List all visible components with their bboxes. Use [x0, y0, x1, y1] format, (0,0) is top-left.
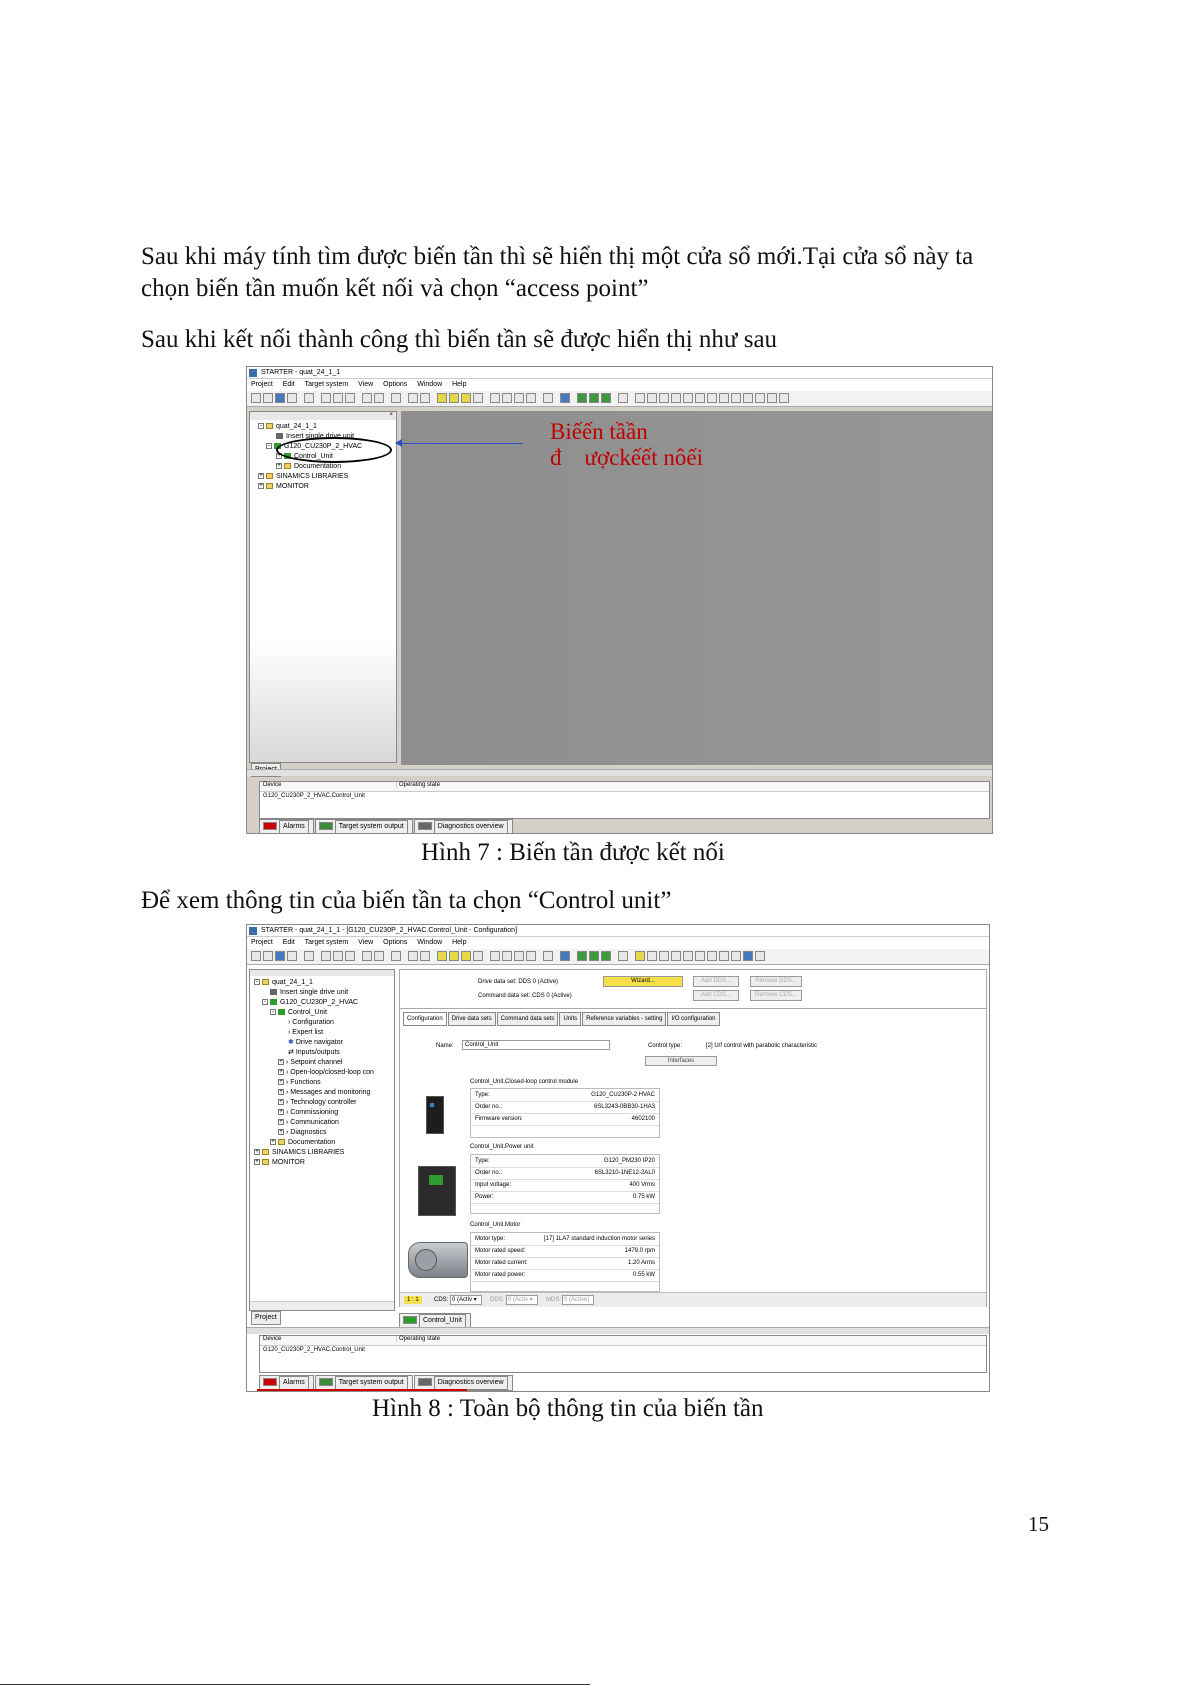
column-device: Device: [263, 782, 282, 788]
tab-target-system-output[interactable]: Target system output: [315, 1375, 413, 1391]
menu-target-system[interactable]: Target system: [304, 381, 349, 388]
starter-screenshot-2: [246, 924, 990, 1392]
toolbar: [247, 391, 992, 407]
chart-icon[interactable]: [707, 951, 717, 961]
menu-help[interactable]: Help: [452, 381, 467, 388]
menu-view[interactable]: View: [358, 939, 374, 946]
align-left-icon[interactable]: [635, 393, 645, 403]
tab-units[interactable]: Units: [559, 1012, 581, 1026]
app-icon: [249, 369, 257, 377]
tab-configuration[interactable]: Configuration: [403, 1012, 447, 1026]
horizontal-scrollbar[interactable]: [250, 1301, 394, 1310]
tab-control-unit[interactable]: Control_Unit: [399, 1313, 471, 1329]
dds-label: DDS:: [490, 1297, 505, 1303]
paragraph-line: chọn biến tần muốn kết nối và chọn “access point”: [141, 275, 649, 302]
add-cds-button[interactable]: Add CDS...: [693, 990, 739, 1001]
settings-icon[interactable]: [647, 951, 657, 961]
config-icon[interactable]: [526, 951, 536, 961]
step-icon[interactable]: [683, 393, 693, 403]
delete-icon[interactable]: [408, 951, 418, 961]
zoom-indicator: 1 : 1: [404, 1296, 422, 1304]
tab-drive-data-sets[interactable]: Drive data sets: [448, 1012, 496, 1026]
record-icon[interactable]: [779, 393, 789, 403]
annotation-label: Biếến tầần đ ượckếết nôếi: [550, 419, 703, 470]
connect-icon[interactable]: [437, 393, 447, 403]
copy-ram-icon[interactable]: [420, 393, 430, 403]
undo-icon[interactable]: [362, 393, 372, 403]
view-1-icon[interactable]: [577, 393, 587, 403]
table-row: Type: G120_CU230P-2 HVAC: [471, 1089, 659, 1102]
menu-project[interactable]: Project: [251, 381, 273, 388]
grid-icon[interactable]: [743, 393, 753, 403]
tab-diagnostics-overview[interactable]: Diagnostics overview: [414, 1375, 513, 1391]
upload-icon[interactable]: [461, 951, 471, 961]
stop-icon[interactable]: [767, 393, 777, 403]
table-icon[interactable]: [543, 951, 553, 961]
list-icon[interactable]: [618, 393, 628, 403]
control-unit-table: [470, 1088, 660, 1138]
paste-icon[interactable]: [345, 951, 355, 961]
tree-item-libraries[interactable]: + SINAMICS LIBRARIES: [255, 1149, 345, 1156]
table-row: Motor rated current: 1.20 Arms: [471, 1257, 659, 1270]
align-center-icon[interactable]: [647, 393, 657, 403]
cds-select[interactable]: 0 (Activ ▾: [450, 1295, 482, 1305]
table-row: Firmware version: 4602100: [471, 1113, 659, 1126]
underline-mark: [257, 1389, 467, 1391]
view-3-icon[interactable]: [601, 951, 611, 961]
tree-item-drive[interactable]: - G120_CU230P_2_HVAC: [268, 443, 363, 450]
mds-select[interactable]: 0 (Active): [562, 1295, 594, 1305]
tree-item-project[interactable]: - quat_24_1_1: [260, 423, 317, 430]
view-3-icon[interactable]: [601, 393, 611, 403]
control-unit-header: Control_Unit.Closed-loop control module: [470, 1079, 579, 1085]
align-left-icon[interactable]: [671, 951, 681, 961]
menu-target-system[interactable]: Target system: [304, 939, 349, 946]
menu-window[interactable]: Window: [417, 939, 443, 946]
tab-command-data-sets[interactable]: Command data sets: [497, 1012, 559, 1026]
control-panel-icon[interactable]: [560, 951, 570, 961]
menu-bar: [247, 379, 992, 391]
navigator-icon: ✱: [288, 1039, 296, 1046]
copy-ram-icon[interactable]: [420, 951, 430, 961]
copy-icon[interactable]: [333, 951, 343, 961]
help-icon[interactable]: [391, 951, 401, 961]
redo-icon[interactable]: [374, 393, 384, 403]
save-icon[interactable]: [275, 393, 285, 403]
tree-item-control-unit[interactable]: - Control_Unit: [272, 1009, 327, 1016]
command-data-set-label: Command data set: CDS 0 (Active): [478, 993, 572, 999]
help-icon[interactable]: [391, 393, 401, 403]
tree-item-setpoint-channel[interactable]: + › Setpoint channel: [279, 1059, 343, 1066]
drive-data-set-label: Drive data set: DDS 0 (Active): [478, 979, 559, 985]
tab-project[interactable]: Project: [251, 1311, 281, 1325]
window-title-bar: [247, 367, 992, 379]
tree-item-insert[interactable]: Insert single drive unit: [254, 988, 374, 998]
table-row: Motor type: [17] 1LA7 standard induction motor series: [471, 1233, 659, 1246]
undo-icon[interactable]: [362, 951, 372, 961]
paragraph-line: Sau khi máy tính tìm được biến tần thì sẽ hiển thị một cửa sổ mới.Tại cửa sổ này ta: [141, 243, 974, 270]
tree-item-documentation[interactable]: + Documentation: [277, 463, 342, 470]
print-icon[interactable]: [304, 951, 314, 961]
tree-item-libraries[interactable]: + SINAMICS LIBRARIES: [259, 473, 349, 480]
flag-icon[interactable]: [659, 951, 669, 961]
window-title: STARTER - quat_24_1_1: [261, 369, 341, 376]
network-icon[interactable]: [490, 393, 500, 403]
tab-reference-variables[interactable]: Reference variables - setting: [582, 1012, 666, 1026]
compare-icon[interactable]: [473, 951, 483, 961]
remove-cds-button[interactable]: Remove CDS...: [750, 990, 802, 1001]
io-icon: ⇄: [288, 1049, 296, 1056]
tree-item-insert[interactable]: Insert single drive unit: [258, 432, 362, 442]
plot-icon[interactable]: [731, 393, 741, 403]
mds-label: MDS:: [546, 1297, 561, 1303]
align-right-icon[interactable]: [659, 393, 669, 403]
tree-item-monitor[interactable]: + MONITOR: [259, 483, 309, 490]
tree-item-project[interactable]: - quat_24_1_1: [256, 979, 313, 986]
tree-item-documentation[interactable]: + Documentation: [271, 1139, 336, 1146]
motor-table: [470, 1232, 660, 1292]
figure-caption-7: Hình 7 : Biến tần được kết nối: [421, 839, 725, 866]
tree-item-functions[interactable]: + › Functions: [279, 1079, 321, 1086]
tree-item-messages[interactable]: + › Messages and monitoring: [279, 1089, 371, 1096]
tab-io-configuration[interactable]: I/O configuration: [667, 1012, 719, 1026]
plot-icon[interactable]: [719, 951, 729, 961]
view-2-icon[interactable]: [589, 393, 599, 403]
bottom-tab-bar: [259, 819, 514, 831]
save-icon[interactable]: [275, 951, 285, 961]
tree-item-expert-list[interactable]: › Expert list: [288, 1029, 324, 1036]
tree-item-open-loop[interactable]: + › Open-loop/closed-loop con: [279, 1069, 374, 1076]
table-icon[interactable]: [543, 393, 553, 403]
page-number: 15: [1028, 1512, 1049, 1536]
power-unit-image: [418, 1166, 456, 1216]
shape-icon[interactable]: [695, 393, 705, 403]
app-icon: [249, 927, 257, 935]
paragraph: Sau khi kết nối thành công thì biến tần sẽ được hiển thị như sau: [141, 326, 778, 353]
project-navigator: × - quat_24_1_1 Insert single drive unit - G120_CU230P_2_HVAC + Control_Unit + Documentation + SINAMICS LIBRARIES + MONITOR: [249, 411, 397, 763]
power-unit-table: [470, 1154, 660, 1214]
chevron-right-icon: ›: [288, 1019, 293, 1026]
control-panel-icon[interactable]: [560, 393, 570, 403]
menu-project[interactable]: Project: [251, 939, 273, 946]
highlight-ellipse: [276, 437, 392, 463]
trace-icon[interactable]: [514, 393, 524, 403]
network-icon[interactable]: [490, 951, 500, 961]
view-1-icon[interactable]: [577, 951, 587, 961]
starter-screenshot-1: [246, 366, 993, 834]
remove-dds-button[interactable]: Remove DDS...: [750, 976, 802, 987]
chart-icon[interactable]: [707, 393, 717, 403]
configuration-workspace: [399, 969, 987, 1307]
column-device: Device: [263, 1336, 282, 1342]
properties-icon[interactable]: [287, 951, 297, 961]
tree-item-commissioning[interactable]: + › Commissioning: [279, 1109, 339, 1116]
paragraph: Để xem thông tin của biến tần ta chọn “Control unit”: [141, 887, 672, 914]
table-row: Motor rated speed: 1479.0 rpm: [471, 1245, 659, 1258]
tree-item-control-unit[interactable]: + Control_Unit: [277, 453, 333, 460]
menu-edit[interactable]: Edit: [282, 939, 295, 946]
project-tab-bar: [251, 1311, 282, 1323]
globe-icon[interactable]: [743, 951, 753, 961]
arrow-head-icon: [395, 439, 402, 447]
properties-icon[interactable]: [287, 393, 297, 403]
name-field[interactable]: Control_Unit: [462, 1040, 610, 1050]
tab-alarms[interactable]: Alarms: [259, 1375, 314, 1391]
redo-icon[interactable]: [374, 951, 384, 961]
camera-icon[interactable]: [635, 951, 645, 961]
menu-options[interactable]: Options: [383, 381, 408, 388]
column-operating-state: Operating state: [396, 1336, 440, 1342]
control-unit-image: [426, 1096, 444, 1134]
window-title-bar: [247, 925, 989, 937]
tab-alarms[interactable]: Alarms: [259, 819, 314, 834]
table-row: Power: 0.75 kW: [471, 1191, 659, 1204]
dds-select[interactable]: 0 (Activ ▾: [506, 1295, 538, 1305]
table-row: Type: G120_PM230 IP20: [471, 1155, 659, 1168]
workspace-tab-bar: [399, 1313, 472, 1325]
bottom-tab-bar: [259, 1375, 514, 1387]
tree-item-communication[interactable]: + › Communication: [279, 1119, 339, 1126]
cut-icon[interactable]: [321, 951, 331, 961]
tree-item-configuration[interactable]: › Configuration: [288, 1019, 334, 1026]
table-row: Order no.: 6SL3210-1NE12-2AL0: [471, 1167, 659, 1180]
config-icon[interactable]: [526, 393, 536, 403]
list-icon[interactable]: [618, 951, 628, 961]
print-icon[interactable]: [304, 393, 314, 403]
zoom-icon[interactable]: [755, 393, 765, 403]
menu-bar: [247, 937, 989, 949]
column-operating-state: Operating state: [396, 782, 440, 788]
format-icon[interactable]: [695, 951, 705, 961]
menu-view[interactable]: View: [358, 381, 374, 388]
compare-icon[interactable]: [473, 393, 483, 403]
view-2-icon[interactable]: [589, 951, 599, 961]
delete-icon[interactable]: [408, 393, 418, 403]
format-icon[interactable]: [671, 393, 681, 403]
status-row[interactable]: G120_CU230P_2_HVAC.Control_Unit: [263, 793, 365, 799]
control-type-label: Control type:: [648, 1043, 683, 1049]
name-label: Name:: [436, 1043, 454, 1049]
upload-icon[interactable]: [461, 393, 471, 403]
open-icon[interactable]: [263, 393, 273, 403]
power-unit-header: Control_Unit.Power unit: [470, 1144, 534, 1150]
open-icon[interactable]: [263, 951, 273, 961]
menu-edit[interactable]: Edit: [282, 381, 295, 388]
tree-item-drive-navigator[interactable]: ✱ Drive navigator: [288, 1039, 343, 1046]
cut-icon[interactable]: [321, 393, 331, 403]
project-navigator: [249, 969, 395, 1311]
menu-options[interactable]: Options: [383, 939, 408, 946]
tab-diagnostics-overview[interactable]: Diagnostics overview: [414, 819, 513, 834]
wizard-button[interactable]: Wizard...: [603, 976, 683, 987]
tree-item-inputs-outputs[interactable]: ⇄ Inputs/outputs: [288, 1049, 340, 1056]
status-row[interactable]: G120_CU230P_2_HVAC.Control_Unit: [263, 1347, 365, 1353]
tree-item-monitor[interactable]: + MONITOR: [255, 1159, 305, 1166]
table-row: Motor rated power: 0.55 kW: [471, 1269, 659, 1282]
record-icon[interactable]: [755, 951, 765, 961]
menu-window[interactable]: Window: [417, 381, 443, 388]
device-icon[interactable]: [502, 951, 512, 961]
new-icon[interactable]: [251, 393, 261, 403]
toolbar: [247, 949, 989, 965]
trace-icon[interactable]: [514, 951, 524, 961]
motor-image: [408, 1242, 468, 1278]
block-icon[interactable]: [719, 393, 729, 403]
table-row: Input voltage: 400 Vrms: [471, 1179, 659, 1192]
table-row: Order no.: 6SL3243-0BB30-1HA3: [471, 1101, 659, 1114]
tab-target-system-output[interactable]: Target system output: [315, 819, 413, 834]
copy-icon[interactable]: [333, 393, 343, 403]
new-icon[interactable]: [251, 951, 261, 961]
config-tab-bar: [403, 1012, 721, 1024]
tree-item-diagnostics[interactable]: + › Diagnostics: [279, 1129, 327, 1136]
chevron-right-icon: ›: [288, 1029, 293, 1036]
motor-header: Control_Unit.Motor: [470, 1222, 521, 1228]
control-type-value: [2] U/f control with parabolic characteristic: [706, 1043, 818, 1049]
tree-item-technology-controller[interactable]: + › Technology controller: [279, 1099, 357, 1106]
window-title: STARTER - quat_24_1_1 - [G120_CU230P_2_HVAC.Control_Unit - Configuration]: [261, 927, 518, 934]
device-icon[interactable]: [502, 393, 512, 403]
align-center-icon[interactable]: [683, 951, 693, 961]
diagnostics-pane: [259, 1335, 987, 1373]
figure-caption-8: Hình 8 : Toàn bộ thông tin của biến tần: [372, 1395, 764, 1422]
download-icon[interactable]: [449, 951, 459, 961]
diagnostics-pane: [259, 781, 990, 819]
paste-icon[interactable]: [345, 393, 355, 403]
tree-item-drive[interactable]: - G120_CU230P_2_HVAC: [264, 999, 359, 1006]
interfaces-button[interactable]: Interfaces: [645, 1056, 717, 1066]
cds-label: CDS:: [434, 1297, 449, 1303]
grid-icon[interactable]: [731, 951, 741, 961]
arrow-line: [401, 443, 523, 444]
add-dds-button[interactable]: Add DDS...: [693, 976, 739, 987]
connect-icon[interactable]: [437, 951, 447, 961]
menu-help[interactable]: Help: [452, 939, 467, 946]
download-icon[interactable]: [449, 393, 459, 403]
